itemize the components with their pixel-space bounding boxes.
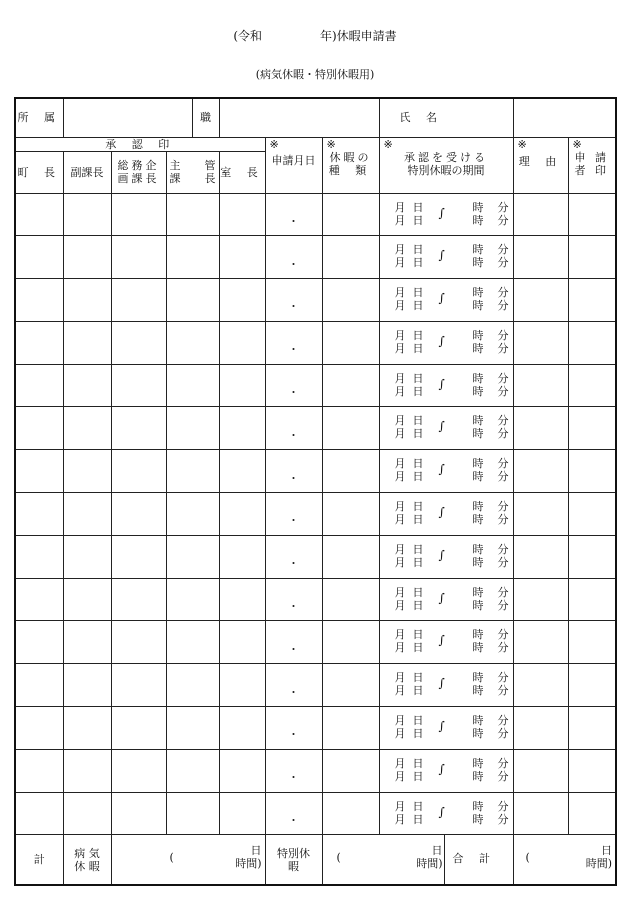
range-tilde: ∫ <box>438 376 445 391</box>
period-times: 時 分 時 分 <box>472 371 509 398</box>
leave-record-row <box>15 792 616 835</box>
mayor-seal-cell[interactable] <box>15 535 63 578</box>
leave-record-row <box>15 621 616 664</box>
period-times: 時 分 時 分 <box>472 457 509 484</box>
apply-date-cell[interactable]: ・ <box>265 193 322 236</box>
leave-type-cell[interactable] <box>322 321 379 364</box>
period-cell[interactable] <box>379 792 513 835</box>
affiliation-field[interactable] <box>63 98 192 137</box>
reason-cell[interactable] <box>513 364 568 407</box>
mayor-seal-cell[interactable] <box>15 493 63 536</box>
reason-cell[interactable] <box>513 621 568 664</box>
deputy-seal-cell[interactable] <box>63 364 111 407</box>
range-tilde: ∫ <box>438 719 445 734</box>
leave-type-cell[interactable] <box>322 407 379 450</box>
mayor-seal-cell[interactable] <box>15 450 63 493</box>
range-tilde: ∫ <box>438 590 445 605</box>
reason-cell[interactable] <box>513 707 568 750</box>
somu-seal-cell[interactable] <box>111 792 166 835</box>
mayor-seal-cell[interactable] <box>15 792 63 835</box>
name-label-cell <box>379 98 513 137</box>
deputy-seal-cell[interactable] <box>63 193 111 236</box>
form-subtitle: (病気休暇・特別休暇用) <box>255 68 375 81</box>
apply-date-cell[interactable]: ・ <box>265 707 322 750</box>
leave-type-cell[interactable] <box>322 621 379 664</box>
leave-type-cell[interactable] <box>322 792 379 835</box>
period-header: ※ 承認を受ける 特別休暇の期間 <box>379 137 513 193</box>
range-tilde: ∫ <box>438 248 445 263</box>
somu-seal-cell[interactable] <box>111 193 166 236</box>
somu-seal-cell[interactable] <box>111 321 166 364</box>
leave-record-row <box>15 407 616 450</box>
form-title <box>0 27 630 44</box>
period-times: 時 分 時 分 <box>472 714 509 741</box>
leave-type-header: ※ 休暇の 種 類 <box>322 137 379 193</box>
range-tilde: ∫ <box>438 676 445 691</box>
kanri-seal-cell[interactable] <box>166 535 219 578</box>
leave-type-cell[interactable] <box>322 664 379 707</box>
somu-seal-cell[interactable] <box>111 621 166 664</box>
deputy-seal-cell[interactable] <box>63 707 111 750</box>
reason-cell[interactable] <box>513 450 568 493</box>
sick-leave-label: 病 気 休 暇 <box>63 835 111 885</box>
range-tilde: ∫ <box>438 505 445 520</box>
deputy-seal-cell[interactable] <box>63 450 111 493</box>
period-dates: 月 日 月 日 <box>394 328 424 355</box>
apply-date-cell[interactable]: ・ <box>265 664 322 707</box>
leave-type-cell[interactable] <box>322 707 379 750</box>
period-cell[interactable] <box>379 749 513 792</box>
approval-seal-heading: 承 認 印 <box>15 137 265 151</box>
kanri-seal-cell[interactable] <box>166 792 219 835</box>
apply-date-cell[interactable]: ・ <box>265 578 322 621</box>
mayor-seal-cell[interactable] <box>15 749 63 792</box>
reason-cell[interactable] <box>513 321 568 364</box>
reason-cell[interactable] <box>513 407 568 450</box>
room-chief-seal-cell[interactable] <box>219 749 265 792</box>
info-row <box>15 98 616 137</box>
leave-record-row <box>15 236 616 279</box>
room-chief-seal-cell[interactable] <box>219 664 265 707</box>
period-cell[interactable] <box>379 407 513 450</box>
deputy-seal-cell[interactable] <box>63 535 111 578</box>
kanri-seal-cell[interactable] <box>166 493 219 536</box>
period-times: 時 分 時 分 <box>472 414 509 441</box>
deputy-header: 副課長 <box>63 151 111 193</box>
deputy-seal-cell[interactable] <box>63 321 111 364</box>
apply-date-cell[interactable]: ・ <box>265 450 322 493</box>
total-label: 計 <box>15 835 63 885</box>
kanri-seal-cell[interactable] <box>166 749 219 792</box>
room-chief-seal-cell[interactable] <box>219 279 265 322</box>
room-chief-seal-cell[interactable] <box>219 193 265 236</box>
period-cell[interactable] <box>379 621 513 664</box>
leave-record-row <box>15 450 616 493</box>
somu-header: 総務企 画課長 <box>111 151 166 193</box>
apply-date-cell[interactable]: ・ <box>265 493 322 536</box>
room-chief-seal-cell[interactable] <box>219 321 265 364</box>
leave-record-row <box>15 364 616 407</box>
period-cell[interactable] <box>379 493 513 536</box>
leave-record-row <box>15 707 616 750</box>
somu-seal-cell[interactable] <box>111 578 166 621</box>
mayor-seal-cell[interactable] <box>15 707 63 750</box>
period-dates: 月 日 月 日 <box>394 542 424 569</box>
reason-cell[interactable] <box>513 535 568 578</box>
applicant-seal-cell[interactable] <box>568 236 616 279</box>
name-field[interactable] <box>513 98 616 137</box>
apply-date-cell[interactable]: ・ <box>265 407 322 450</box>
reason-header: ※ 理 由 <box>513 137 568 193</box>
kanri-seal-cell[interactable] <box>166 279 219 322</box>
mayor-seal-cell[interactable] <box>15 621 63 664</box>
period-cell[interactable] <box>379 450 513 493</box>
leave-record-row <box>15 578 616 621</box>
applicant-seal-cell[interactable] <box>568 493 616 536</box>
mayor-seal-cell[interactable] <box>15 407 63 450</box>
position-field[interactable] <box>219 98 379 137</box>
period-dates: 月 日 月 日 <box>394 457 424 484</box>
deputy-seal-cell[interactable] <box>63 749 111 792</box>
apply-date-cell[interactable]: ・ <box>265 236 322 279</box>
reason-cell[interactable] <box>513 749 568 792</box>
period-dates: 月 日 月 日 <box>394 585 424 612</box>
period-cell[interactable] <box>379 193 513 236</box>
apply-date-cell[interactable]: ・ <box>265 621 322 664</box>
apply-date-cell[interactable]: ・ <box>265 749 322 792</box>
room-chief-header: 室 長 <box>219 151 265 193</box>
range-tilde: ∫ <box>438 462 445 477</box>
applicant-seal-cell[interactable] <box>568 749 616 792</box>
range-tilde: ∫ <box>438 633 445 648</box>
room-chief-seal-cell[interactable] <box>219 621 265 664</box>
mayor-seal-cell[interactable] <box>15 664 63 707</box>
period-cell[interactable] <box>379 321 513 364</box>
affiliation-label: 所 属 <box>15 98 63 137</box>
somu-seal-cell[interactable] <box>111 749 166 792</box>
period-dates: 月 日 月 日 <box>394 243 424 270</box>
somu-seal-cell[interactable] <box>111 535 166 578</box>
title-era: (令和 <box>233 29 262 43</box>
period-dates: 月 日 月 日 <box>394 371 424 398</box>
leave-type-cell[interactable] <box>322 535 379 578</box>
range-tilde: ∫ <box>438 419 445 434</box>
mayor-seal-cell[interactable] <box>15 193 63 236</box>
period-dates: 月 日 月 日 <box>394 286 424 313</box>
range-tilde: ∫ <box>438 205 445 220</box>
period-dates: 月 日 月 日 <box>394 671 424 698</box>
applicant-seal-header: ※ 申 請 者 印 <box>568 137 616 193</box>
room-chief-seal-cell[interactable] <box>219 792 265 835</box>
mayor-seal-cell[interactable] <box>15 279 63 322</box>
leave-record-row <box>15 664 616 707</box>
reason-cell[interactable] <box>513 792 568 835</box>
period-times: 時 分 時 分 <box>472 585 509 612</box>
somu-seal-cell[interactable] <box>111 450 166 493</box>
leave-type-cell[interactable] <box>322 749 379 792</box>
deputy-seal-cell[interactable] <box>63 621 111 664</box>
period-times: 時 分 時 分 <box>472 542 509 569</box>
room-chief-seal-cell[interactable] <box>219 236 265 279</box>
somu-seal-cell[interactable] <box>111 493 166 536</box>
period-dates: 月 日 月 日 <box>394 799 424 826</box>
deputy-seal-cell[interactable] <box>63 493 111 536</box>
reason-cell[interactable] <box>513 664 568 707</box>
apply-date-cell[interactable]: ・ <box>265 535 322 578</box>
period-times: 時 分 時 分 <box>472 799 509 826</box>
leave-record-row <box>15 279 616 322</box>
period-dates: 月 日 月 日 <box>394 756 424 783</box>
title-text: 年)休暇申請書 <box>320 29 397 43</box>
period-times: 時 分 時 分 <box>472 500 509 527</box>
period-times: 時 分 時 分 <box>472 671 509 698</box>
applicant-seal-cell[interactable] <box>568 792 616 835</box>
kanri-seal-cell[interactable] <box>166 321 219 364</box>
period-times: 時 分 時 分 <box>472 628 509 655</box>
range-tilde: ∫ <box>438 761 445 776</box>
period-dates: 月 日 月 日 <box>394 200 424 227</box>
mayor-header: 町 長 <box>15 151 63 193</box>
reason-cell[interactable] <box>513 193 568 236</box>
applicant-seal-cell[interactable] <box>568 535 616 578</box>
deputy-seal-cell[interactable] <box>63 407 111 450</box>
leave-type-cell[interactable] <box>322 364 379 407</box>
period-cell[interactable] <box>379 364 513 407</box>
period-cell[interactable] <box>379 535 513 578</box>
applicant-seal-cell[interactable] <box>568 664 616 707</box>
kanri-seal-cell[interactable] <box>166 578 219 621</box>
room-chief-seal-cell[interactable] <box>219 493 265 536</box>
leave-type-cell[interactable] <box>322 193 379 236</box>
somu-seal-cell[interactable] <box>111 236 166 279</box>
deputy-seal-cell[interactable] <box>63 664 111 707</box>
range-tilde: ∫ <box>438 804 445 819</box>
deputy-seal-cell[interactable] <box>63 578 111 621</box>
leave-type-cell[interactable] <box>322 450 379 493</box>
applicant-seal-cell[interactable] <box>568 621 616 664</box>
apply-date-cell[interactable]: ・ <box>265 321 322 364</box>
deputy-seal-cell[interactable] <box>63 279 111 322</box>
leave-record-row <box>15 321 616 364</box>
somu-seal-cell[interactable] <box>111 664 166 707</box>
applicant-seal-cell[interactable] <box>568 707 616 750</box>
deputy-seal-cell[interactable] <box>63 792 111 835</box>
room-chief-seal-cell[interactable] <box>219 450 265 493</box>
reason-cell[interactable] <box>513 578 568 621</box>
applicant-seal-cell[interactable] <box>568 450 616 493</box>
applicant-seal-cell[interactable] <box>568 578 616 621</box>
somu-seal-cell[interactable] <box>111 364 166 407</box>
totals-row <box>15 835 616 885</box>
reason-cell[interactable] <box>513 493 568 536</box>
applicant-seal-cell[interactable] <box>568 407 616 450</box>
leave-type-cell[interactable] <box>322 578 379 621</box>
apply-date-cell[interactable]: ・ <box>265 279 322 322</box>
mayor-seal-cell[interactable] <box>15 364 63 407</box>
applicant-seal-cell[interactable] <box>568 279 616 322</box>
mayor-seal-cell[interactable] <box>15 578 63 621</box>
period-cell[interactable] <box>379 664 513 707</box>
kanri-seal-cell[interactable] <box>166 193 219 236</box>
applicant-seal-cell[interactable] <box>568 321 616 364</box>
leave-record-row <box>15 493 616 536</box>
somu-seal-cell[interactable] <box>111 407 166 450</box>
somu-seal-cell[interactable] <box>111 279 166 322</box>
range-tilde: ∫ <box>438 547 445 562</box>
leave-type-cell[interactable] <box>322 236 379 279</box>
leave-type-cell[interactable] <box>322 279 379 322</box>
kanri-seal-cell[interactable] <box>166 621 219 664</box>
kanri-seal-cell[interactable] <box>166 664 219 707</box>
special-leave-label: 特別休 暇 <box>265 835 322 885</box>
reason-cell[interactable] <box>513 236 568 279</box>
room-chief-seal-cell[interactable] <box>219 578 265 621</box>
special-leave-total[interactable]: ( 日 時間) 合 計 <box>322 835 513 885</box>
kanri-seal-cell[interactable] <box>166 707 219 750</box>
applicant-seal-cell[interactable] <box>568 193 616 236</box>
shusa-kanri-header: 主 管 課 長 <box>166 151 219 193</box>
reason-cell[interactable] <box>513 279 568 322</box>
grand-total-label: 合 計 <box>452 852 497 866</box>
deputy-seal-cell[interactable] <box>63 236 111 279</box>
period-cell[interactable] <box>379 707 513 750</box>
leave-record-row <box>15 193 616 236</box>
mayor-seal-cell[interactable] <box>15 321 63 364</box>
mayor-seal-cell[interactable] <box>15 236 63 279</box>
kanri-seal-cell[interactable] <box>166 364 219 407</box>
leave-application-table <box>14 97 617 886</box>
period-times: 時 分 時 分 <box>472 756 509 783</box>
applicant-seal-cell[interactable] <box>568 364 616 407</box>
room-chief-seal-cell[interactable] <box>219 707 265 750</box>
leave-type-cell[interactable] <box>322 493 379 536</box>
name-label: 氏 名 <box>399 111 444 125</box>
header-row-1 <box>15 137 616 151</box>
period-dates: 月 日 月 日 <box>394 628 424 655</box>
apply-date-cell[interactable]: ・ <box>265 792 322 835</box>
period-dates: 月 日 月 日 <box>394 714 424 741</box>
apply-date-header: ※ 申請月日 <box>265 137 322 193</box>
period-times: 時 分 時 分 <box>472 286 509 313</box>
kanri-seal-cell[interactable] <box>166 236 219 279</box>
period-dates: 月 日 月 日 <box>394 500 424 527</box>
kanri-seal-cell[interactable] <box>166 407 219 450</box>
leave-record-row <box>15 749 616 792</box>
range-tilde: ∫ <box>438 291 445 306</box>
sick-leave-total[interactable]: ( 日 時間) <box>111 835 265 885</box>
grand-total-value[interactable]: ( 日 時間) <box>513 835 616 885</box>
period-dates: 月 日 月 日 <box>394 414 424 441</box>
room-chief-seal-cell[interactable] <box>219 364 265 407</box>
somu-seal-cell[interactable] <box>111 707 166 750</box>
room-chief-seal-cell[interactable] <box>219 407 265 450</box>
period-times: 時 分 時 分 <box>472 328 509 355</box>
range-tilde: ∫ <box>438 333 445 348</box>
apply-date-cell[interactable]: ・ <box>265 364 322 407</box>
period-cell[interactable] <box>379 578 513 621</box>
period-times: 時 分 時 分 <box>472 200 509 227</box>
position-label: 職 <box>192 98 219 137</box>
period-cell[interactable] <box>379 236 513 279</box>
period-times: 時 分 時 分 <box>472 243 509 270</box>
kanri-seal-cell[interactable] <box>166 450 219 493</box>
leave-record-row <box>15 535 616 578</box>
period-cell[interactable] <box>379 279 513 322</box>
room-chief-seal-cell[interactable] <box>219 535 265 578</box>
